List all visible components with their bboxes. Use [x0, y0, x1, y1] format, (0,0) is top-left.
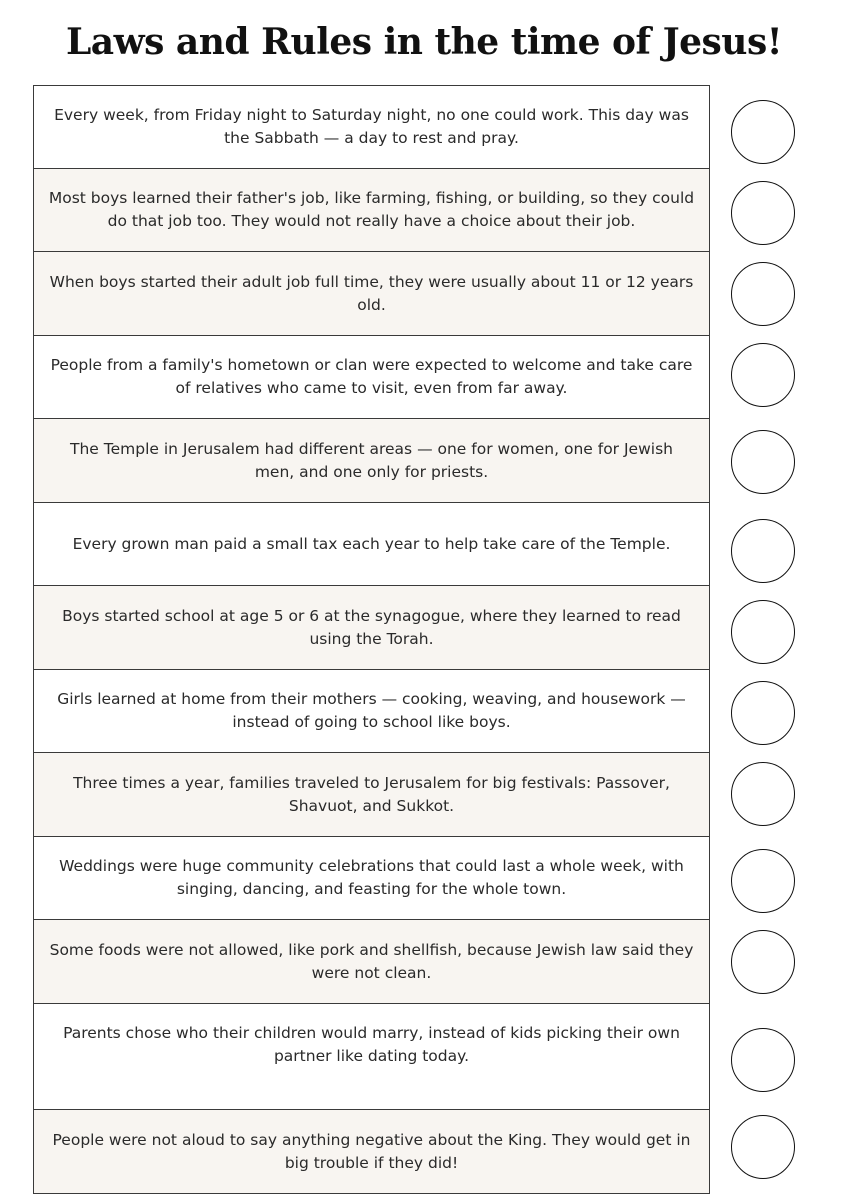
answer-circle[interactable] [731, 430, 795, 494]
answer-circle[interactable] [731, 343, 795, 407]
statement-row: Some foods were not allowed, like pork and shellfish, because Jewish law said they were not clean. [34, 920, 709, 1004]
answer-circle[interactable] [731, 100, 795, 164]
answer-circle[interactable] [731, 681, 795, 745]
statement-row: Weddings were huge community celebrations that could last a whole week, with singing, dancing, and feasting for the whole town. [34, 837, 709, 920]
statement-row: Every grown man paid a small tax each year to help take care of the Temple. [34, 503, 709, 586]
statements-table [33, 85, 710, 1194]
answer-circle[interactable] [731, 600, 795, 664]
statement-row: Three times a year, families traveled to Jerusalem for big festivals: Passover, Shavuot, and Sukkot. [34, 753, 709, 837]
answer-circle[interactable] [731, 1028, 795, 1092]
statement-row: People from a family's hometown or clan were expected to welcome and take care of relatives who came to visit, even from far away. [34, 336, 709, 419]
statement-row: Girls learned at home from their mothers — cooking, weaving, and housework — instead of going to school like boys. [34, 670, 709, 753]
answer-circle[interactable] [731, 930, 795, 994]
statement-row: Parents chose who their children would marry, instead of kids picking their own partner like dating today. [34, 1004, 709, 1110]
statement-row: People were not aloud to say anything negative about the King. They would get in big trouble if they did! [34, 1110, 709, 1193]
answer-circle[interactable] [731, 849, 795, 913]
answer-circle[interactable] [731, 1115, 795, 1179]
statement-row: The Temple in Jerusalem had different areas — one for women, one for Jewish men, and one only for priests. [34, 419, 709, 503]
answer-circle[interactable] [731, 181, 795, 245]
answer-circle[interactable] [731, 762, 795, 826]
statement-row: When boys started their adult job full time, they were usually about 11 or 12 years old. [34, 252, 709, 336]
answer-circle[interactable] [731, 519, 795, 583]
statement-row: Most boys learned their father's job, like farming, fishing, or building, so they could do that job too. They would not really have a choice about their job. [34, 169, 709, 252]
answer-circle[interactable] [731, 262, 795, 326]
statement-row: Every week, from Friday night to Saturday night, no one could work. This day was the Sabbath — a day to rest and pray. [34, 86, 709, 169]
page-title: Laws and Rules in the time of Jesus! [65, 21, 783, 63]
statement-row: Boys started school at age 5 or 6 at the synagogue, where they learned to read using the Torah. [34, 586, 709, 670]
